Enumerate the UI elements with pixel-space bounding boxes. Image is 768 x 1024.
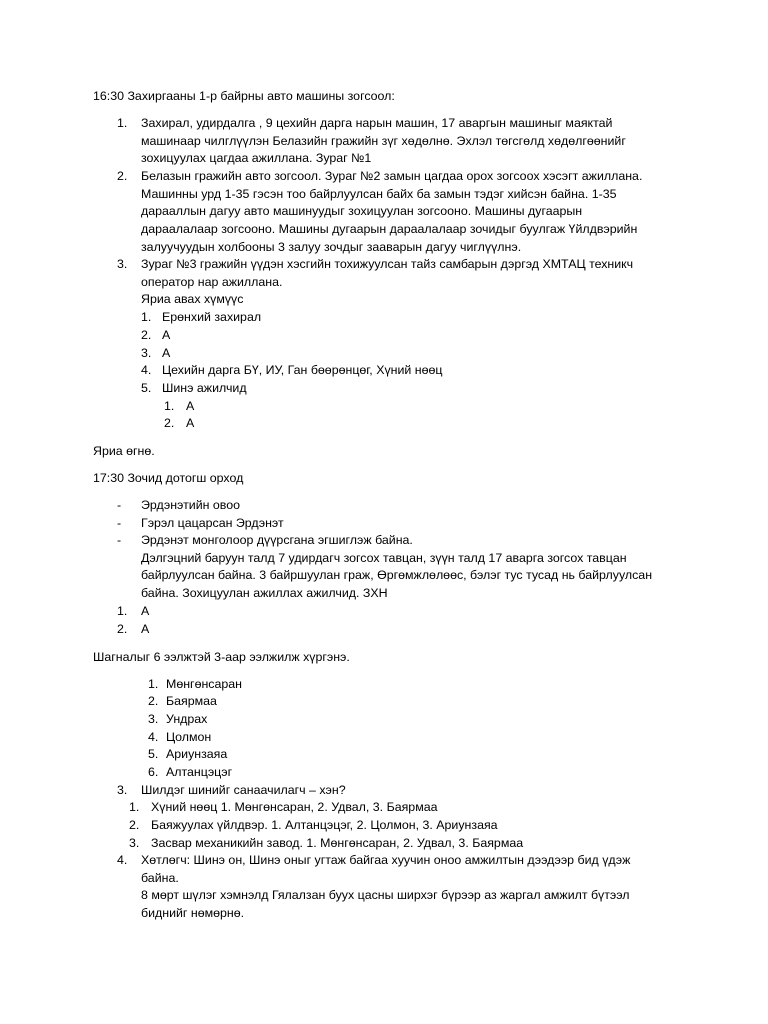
name-text: Алтанцэцэг [166, 765, 233, 779]
host-line: Хөтлөгч: Шинэ он, Шинэ оныг угтаж байгаа хуучин оноо амжилтын дээдээр бид үдэж [141, 853, 631, 867]
list-number: 2. [141, 328, 152, 342]
item-line: Захирал, удирдалга , 9 цехийн дарга нарын машин, 17 аваргын машиныг маяктай [141, 116, 613, 130]
item-line: Зураг №3 гражийн үүдэн хэсгийн тохижуулсан тайз самбарын дэргэд ХМТАЦ техникч [141, 257, 634, 271]
bullet-line: Эрдэнэт монголоор дүүрсгана эгшиглэж байна. [141, 533, 413, 547]
award-text: Хүний нөөц 1. Мөнгөнсаран, 2. Удвал, 3. Баярмаа [151, 800, 438, 814]
item-line: машинаар чилглүүлэн Белазийн гражийн зүг хөдөлнө. Эхлэл төгсгөлд хөдөлгөөнийг [141, 133, 626, 148]
section2-heading: 17:30 Зочид дотогш орход [93, 471, 244, 485]
item-line: Белазын гражийн авто зогсоол. Зураг №2 замын цагдаа орох зогсоох хэсэгт ажиллана. [141, 169, 643, 183]
list-number: 2. [129, 818, 140, 832]
list-text: А [141, 604, 150, 618]
item-line: дарааллын дагуу авто машинуудыг зохицуулан зогсооно. Машины дугаарын [141, 204, 583, 219]
speaker-text: А [162, 346, 171, 360]
list-number: 2. [117, 622, 128, 636]
list-number: 1. [148, 677, 159, 691]
list-number: 2. [148, 694, 159, 708]
list-number: 1. [164, 399, 175, 413]
section3-heading: Шагналыг 6 ээлжтэй 3-аар ээлжилж хүргэнэ. [93, 650, 350, 664]
name-text: Ундрах [166, 712, 208, 726]
list-number: 6. [148, 765, 159, 779]
speaker-text: А [162, 328, 171, 342]
host-line: 8 мөрт шүлэг хэмнэлд Гялалзан буух цасны ширхэг бүрээр аз жаргал амжилт бүтээл [141, 888, 630, 903]
list-number: 3. [117, 257, 128, 271]
list-number: 5. [141, 381, 152, 395]
host-line: биднийг нөмөрнө. [141, 906, 245, 921]
list-number: 4. [141, 363, 152, 377]
list-number: 3. [148, 712, 159, 726]
item-line: дараалалаар зогсооно. Машины дугаарын дараалалаар зочидыг буулгаж Үйлдвэрийн [141, 222, 638, 237]
bullet-line: байна. Зохицуулан ажиллах ажилчид. ЗХН [141, 586, 388, 601]
list-number: 4. [148, 730, 159, 744]
item-line: оператор нар ажиллана. [141, 274, 283, 289]
name-text: Мөнгөнсаран [166, 677, 243, 691]
section1-heading: 16:30 Захиргааны 1-р байрны авто машины зогсоол: [93, 89, 395, 103]
name-text: Цолмон [166, 730, 212, 744]
list-number: 1. [141, 310, 152, 324]
name-text: Баярмаа [166, 694, 217, 708]
list-number: 3. [129, 836, 140, 850]
question-text: Шилдэг шинийг санаачилагч – хэн? [141, 783, 346, 797]
list-number: 2. [117, 169, 128, 183]
list-number: 1. [129, 800, 140, 814]
list-number: 1. [117, 604, 128, 618]
bullet-dash: - [117, 498, 122, 512]
bullet-line: Дэлгэцний баруун талд 7 удирдагч зогсох тавцан, зүүн талд 17 аварга зогсох тавцан [141, 550, 627, 565]
award-text: Баяжуулах үйлдвэр. 1. Алтанцэцэг, 2. Цолмон, 3. Ариунзаяа [151, 818, 498, 832]
item-line: Яриа авах хүмүүс [141, 292, 244, 307]
list-text: А [141, 622, 150, 636]
list-number: 2. [164, 416, 175, 430]
bullet-dash: - [117, 516, 122, 530]
bullet-line: Гэрэл цацарсан Эрдэнэт [141, 516, 284, 530]
new-worker-text: А [186, 399, 195, 413]
item-line: зохицуулах цагдаа ажиллана. Зураг №1 [141, 151, 372, 166]
item-line: залуучуудын холбооны 3 залуу зочдыг зааварын дагуу чиглүүлнэ. [141, 239, 522, 254]
bullet-dash: - [117, 533, 122, 547]
name-text: Ариунзаяа [166, 747, 228, 761]
speaker-text: Ерөнхий захирал [162, 310, 262, 324]
item-line: Машинны урд 1-35 гэсэн тоо байрлуулсан байх ба замын тэдэг хийсэн байна. 1-35 [141, 186, 617, 201]
new-worker-text: А [186, 416, 195, 430]
speaker-text: Шинэ ажилчид [162, 381, 247, 395]
bullet-line: байрлуулсан байна. 3 байршуулан граж, Өргөмжлөлөөс, бэлэг тус тусад нь байрлуулсан [141, 568, 653, 583]
award-text: Засвар механикийн завод. 1. Мөнгөнсаран, 2. Удвал, 3. Баярмаа [151, 836, 524, 850]
list-number: 3. [141, 346, 152, 360]
list-number: 5. [148, 747, 159, 761]
host-line: байна. [141, 870, 179, 885]
closing-line: Яриа өгнө. [93, 444, 155, 458]
list-number: 3. [117, 783, 128, 797]
bullet-line: Эрдэнэтийн овоо [141, 498, 241, 512]
list-number: 1. [117, 116, 128, 130]
list-number: 4. [117, 853, 128, 867]
speaker-text: Цехийн дарга БҮ, ИУ, Ган бөөрөнцөг, Хүний нөөц [162, 363, 443, 377]
